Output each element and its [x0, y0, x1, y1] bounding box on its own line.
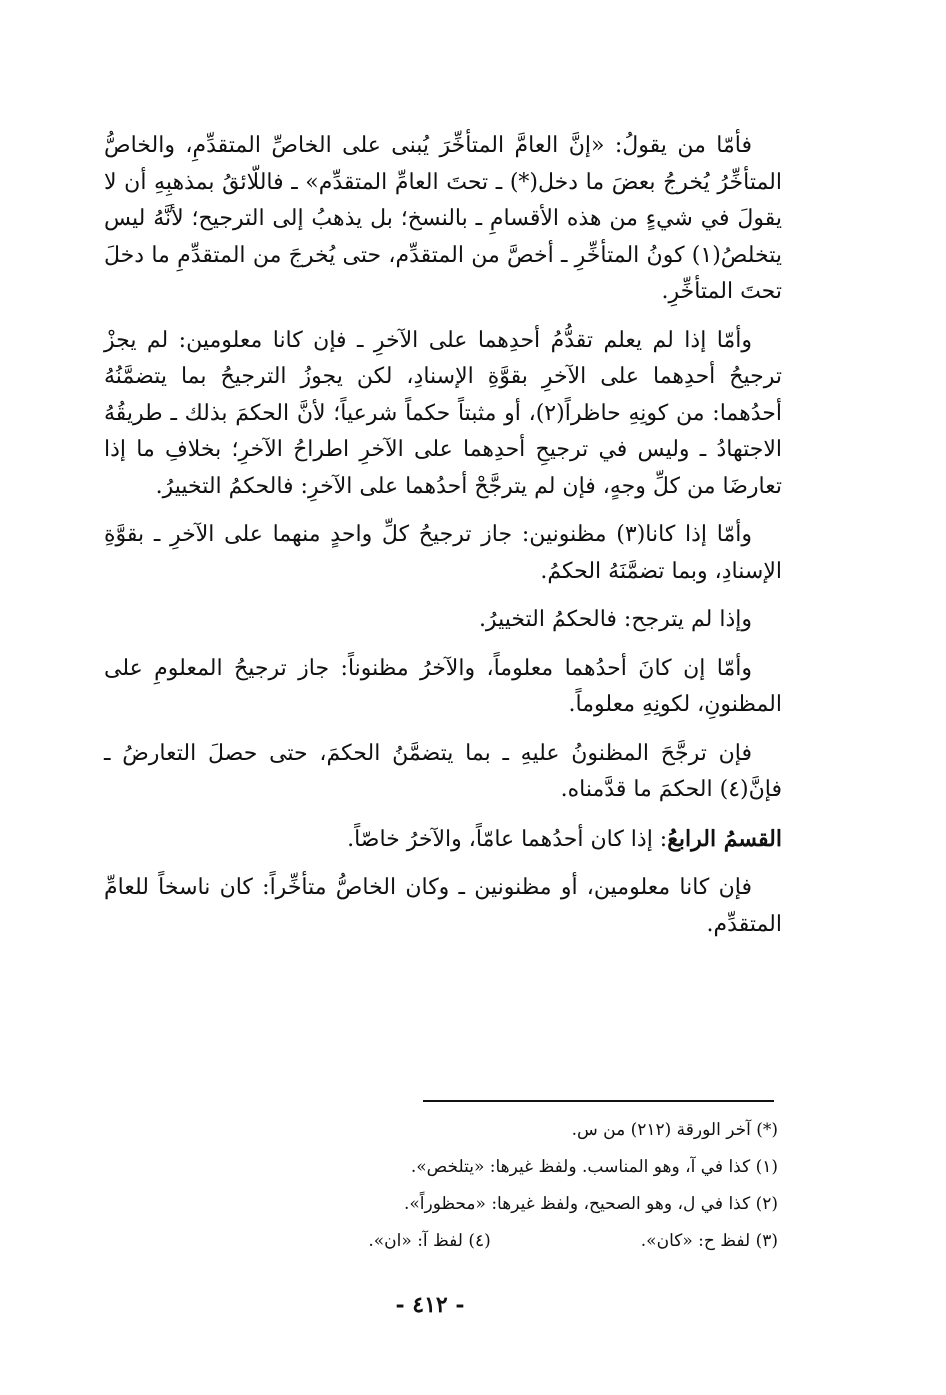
footnote-star: (*) آخر الورقة (٢١٢) من س. [571, 1120, 778, 1140]
footnote-3: (٣) لفظ ح: «كان». [640, 1231, 778, 1251]
footnote-2: (٢) كذا في ل، وهو الصحيح، ولفظ غيرها: «محظوراً». [403, 1194, 778, 1214]
paragraph-4: وإذا لم يترجح: فالحكمُ التخييرُ. [478, 607, 752, 632]
paragraph-5: وأمّا إن كانَ أحدُهما معلوماً، والآخرُ مظنوناً: جاز ترجيحُ المعلومِ على المظنونِ، لكونِهِ معلوماً. [104, 655, 782, 717]
paragraph-3: وأمّا إذا كانا(٣) مظنونين: جاز ترجيحُ كلِّ واحدٍ منهما على الآخرِ ـ بقوَّةِ الإسنادِ، وبما تضمَّنَهُ الحكمُ. [104, 522, 782, 584]
section-heading: القسمُ الرابعُ [667, 825, 782, 852]
footnote-divider [423, 1100, 774, 1102]
paragraph-1: فأمّا من يقولُ: «إنَّ العامَّ المتأخِّرَ يُبنى على الخاصِّ المتقدِّمِ، والخاصُّ المتأخِّرُ يُخرجُ بعضَ ما دخل(*) ـ تحتَ العامِّ المتقدِّم» ـ فاللّائقُ بمذهبِهِ أن لا يقولَ في شيءٍ من هذه الأقسامِ ـ بالنسخ؛ بل يذهبُ إلى الترجيح؛ لأنَّهُ ليس يتخلصُ(١) كونُ المتأخِّرِ ـ أخصَّ من المتقدِّم، حتى يُخرجَ من المتقدِّمِ ما دخلَ تحتَ المتأخِّرِ. [104, 133, 782, 304]
section-heading-paragraph [104, 821, 782, 859]
paragraph-6: فإن ترجَّحَ المظنونُ عليهِ ـ بما يتضمَّنُ الحكمَ، حتى حصلَ التعارضُ ـ فإنَّ(٤) الحكمَ ما قدَّمناه. [104, 740, 782, 802]
page-number: - ٤١٢ - [395, 1292, 465, 1318]
paragraph-2: وأمّا إذا لم يعلم تقدُّمُ أحدِهما على الآخرِ ـ فإن كانا معلومين: لم يجزْ ترجيحُ أحدِهما على الآخرِ بقوَّةِ الإسنادِ، لكن يجوزُ الترجيحُ بما يتضمَّنُهُ أحدُهما: من كونِهِ حاظراً(٢)، أو مثبتاً حكماً شرعياً؛ لأنَّ الحكمَ بذلك ـ طريقُهُ الاجتهادُ ـ وليس في ترجيحِ أحدِهما على الآخرِ اطراحُ الآخرِ؛ بخلافِ ما إذا تعارضَا من كلِّ وجهٍ، فإن لم يترجَّحْ أحدُهما على الآخرِ: فالحكمُ التخييرُ. [104, 327, 782, 499]
footnotes [104, 1112, 784, 1260]
paragraph-7: فإن كانا معلومين، أو مظنونين ـ وكان الخاصُّ متأخِّراً: كان ناسخاً للعامِّ المتقدِّم. [104, 875, 782, 937]
footnote-row-3-4 [104, 1223, 784, 1260]
footnote-4: (٤) لفظ آ: «ان». [368, 1231, 491, 1251]
main-text [104, 128, 782, 955]
section-heading-rest: : إذا كان أحدُهما عامّاً، والآخرُ خاصّاً. [347, 826, 668, 852]
footnote-1: (١) كذا في آ، وهو المناسب. ولفظ غيرها: «يتلخص». [410, 1157, 778, 1177]
